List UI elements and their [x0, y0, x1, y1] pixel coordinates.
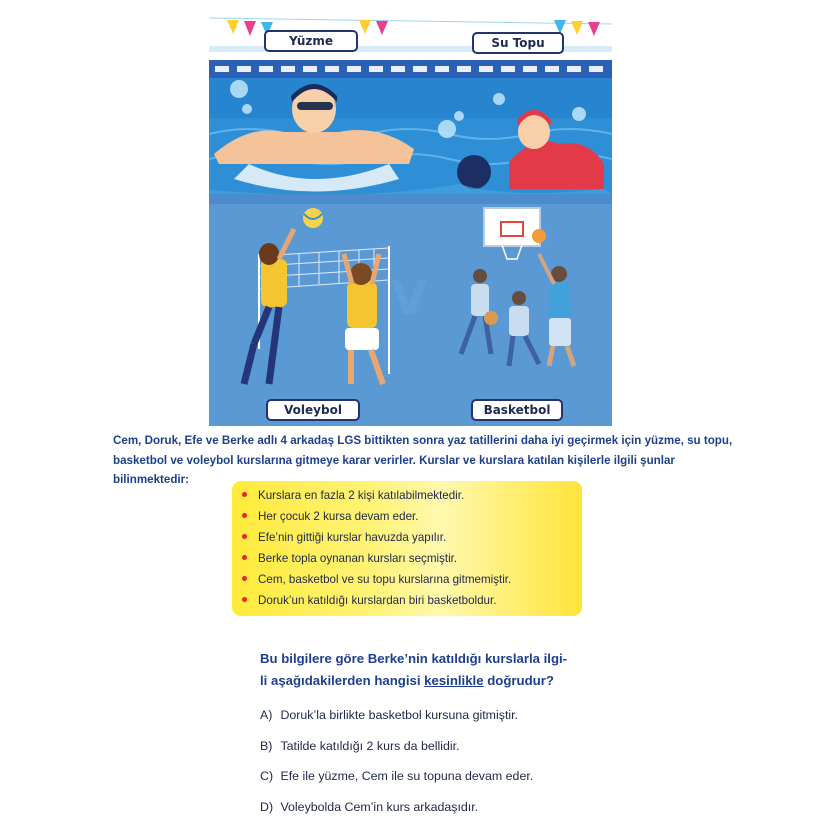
- label-swimming: Yüzme: [264, 30, 358, 52]
- question-text: [260, 648, 620, 692]
- fact-text: Cem, basketbol ve su topu kurslarına gitmemiştir.: [258, 573, 512, 586]
- fact-item: [242, 548, 582, 569]
- bullet-icon: [242, 492, 247, 497]
- fact-text: Berke topla oynanan kursları seçmiştir.: [258, 552, 458, 565]
- fact-item: [242, 527, 582, 548]
- label-water-polo: Su Topu: [472, 32, 564, 54]
- fact-item: [242, 485, 582, 506]
- option-letter: A): [260, 708, 273, 723]
- sports-illustration: [209, 14, 612, 426]
- option-letter: C): [260, 769, 274, 784]
- bullet-icon: [242, 534, 247, 539]
- question-line-2-end: doğrudur?: [483, 673, 554, 688]
- fact-text: Doruk’un katıldığı kurslardan biri basketboldur.: [258, 594, 497, 607]
- fact-text: Kurslara en fazla 2 kişi katılabilmektedir.: [258, 489, 465, 502]
- option-text: Voleybolda Cem’in kurs arkadaşıdır.: [280, 799, 479, 814]
- svg-text:V: V: [391, 271, 427, 325]
- label-volleyball: Voleybol: [266, 399, 360, 421]
- option-a[interactable]: [260, 700, 640, 731]
- label-basketball: Basketbol: [471, 399, 563, 421]
- facts-list: [242, 485, 582, 611]
- bullet-icon: [242, 555, 247, 560]
- fact-text: Her çocuk 2 kursa devam eder.: [258, 510, 419, 523]
- option-text: Efe ile yüzme, Cem ile su topuna devam eder.: [280, 769, 534, 784]
- intro-paragraph: Cem, Doruk, Efe ve Berke adlı 4 arkadaş LGS bittikten sonra yaz tatillerini daha iyi geçirmek için yüzme, su topu, basketbol ve voleybol kurslarına gitmeye karar verirler. Kurslar ve kurslara katılan kişilerle ilgili şunlar bilinmektedir:: [113, 434, 733, 486]
- fact-text: Efe’nin gittiği kurslar havuzda yapılır.: [258, 531, 447, 544]
- question-emphasis: kesinlikle: [424, 673, 484, 688]
- bullet-icon: [242, 513, 247, 518]
- option-c[interactable]: [260, 761, 640, 792]
- fact-item: [242, 590, 582, 611]
- option-letter: D): [260, 799, 274, 814]
- fact-item: [242, 569, 582, 590]
- option-b[interactable]: [260, 731, 640, 762]
- bullet-icon: [242, 576, 247, 581]
- question-line-2: [260, 670, 620, 692]
- option-text: Tatilde katıldığı 2 kurs da bellidir.: [280, 738, 460, 753]
- answer-options: [260, 700, 640, 822]
- fact-item: [242, 506, 582, 527]
- bullet-icon: [242, 597, 247, 602]
- question-line-2-start: li aşağıdakilerden hangisi: [260, 673, 425, 688]
- option-letter: B): [260, 738, 273, 753]
- question-line-1: Bu bilgilere göre Berke’nin katıldığı kurslarla ilgi-: [260, 651, 568, 666]
- option-d[interactable]: [260, 792, 640, 823]
- facts-box: [232, 481, 582, 616]
- option-text: Doruk’la birlikte basketbol kursuna gitmiştir.: [280, 708, 519, 723]
